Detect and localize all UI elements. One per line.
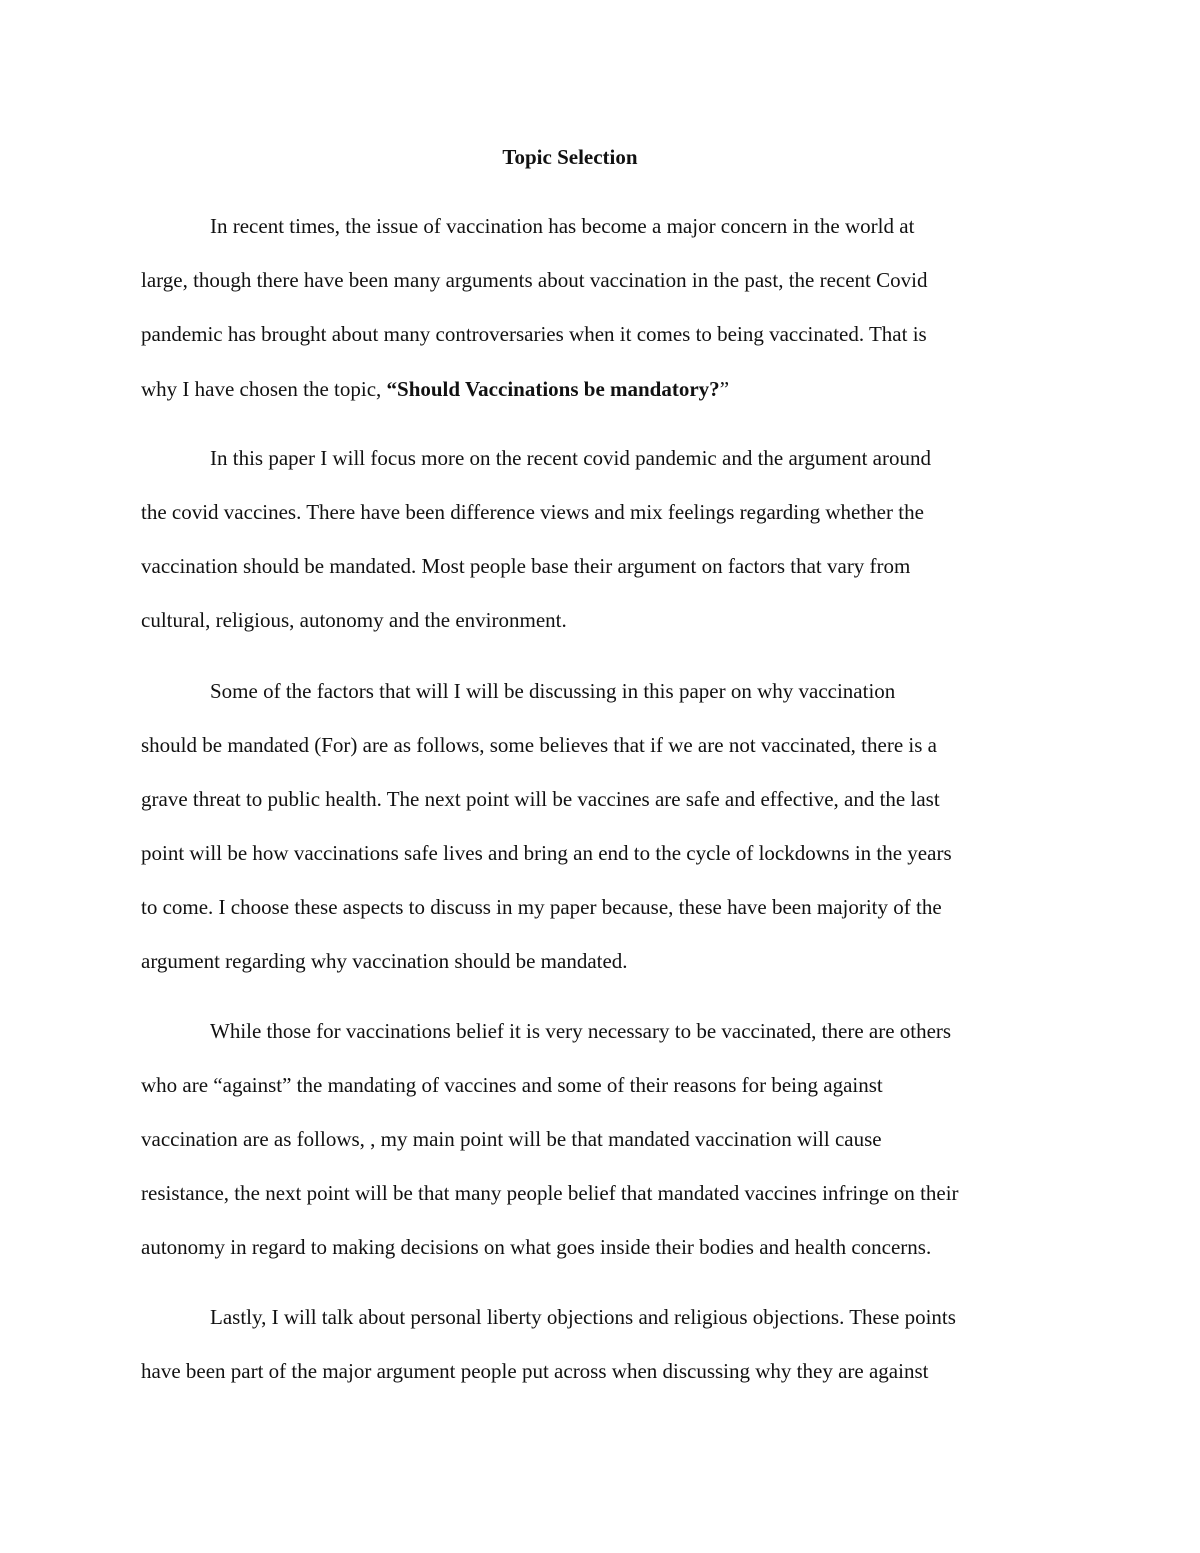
paragraph-2-line-2: the covid vaccines. There have been difference views and mix feelings regarding whether the [141, 500, 924, 524]
paragraph-5-line-2: have been part of the major argument people put across when discussing why they are against [141, 1359, 929, 1383]
document-title: Topic Selection [502, 145, 638, 169]
paragraph-3-line-5: to come. I choose these aspects to discuss in my paper because, these have been majority of the [141, 895, 942, 919]
topic-emphasis-close: ” [719, 377, 730, 401]
paragraph-3-line-4: point will be how vaccinations safe lives and bring an end to the cycle of lockdowns in the years [141, 841, 952, 865]
paragraph-1-line-2: large, though there have been many arguments about vaccination in the past, the recent Covid [141, 268, 928, 292]
paragraph-1-line-4 [141, 375, 729, 403]
paragraph-2-line-1: In this paper I will focus more on the recent covid pandemic and the argument around [210, 446, 931, 470]
paragraph-1-line-1: In recent times, the issue of vaccination has become a major concern in the world at [210, 214, 915, 238]
paragraph-3-line-3: grave threat to public health. The next point will be vaccines are safe and effective, and the last [141, 787, 940, 811]
paragraph-3-line-6: argument regarding why vaccination should be mandated. [141, 949, 628, 973]
paragraph-2-line-3: vaccination should be mandated. Most people base their argument on factors that vary from [141, 554, 911, 578]
paragraph-3-line-1: Some of the factors that will I will be discussing in this paper on why vaccination [210, 679, 896, 703]
paragraph-5-line-1: Lastly, I will talk about personal liberty objections and religious objections. These points [210, 1305, 956, 1329]
topic-emphasis: “Should Vaccinations be mandatory? [386, 377, 720, 401]
paragraph-4-line-1: While those for vaccinations belief it is very necessary to be vaccinated, there are others [210, 1019, 952, 1043]
paragraph-4-line-4: resistance, the next point will be that many people belief that mandated vaccines infringe on their [141, 1181, 959, 1205]
paragraph-4-line-3: vaccination are as follows, , my main point will be that mandated vaccination will cause [141, 1127, 882, 1151]
paragraph-1-line-3: pandemic has brought about many controversaries when it comes to being vaccinated. That is [141, 322, 927, 346]
paragraph-2-line-4: cultural, religious, autonomy and the environment. [141, 608, 567, 632]
paragraph-1-line-4-text: why I have chosen the topic, [141, 377, 387, 401]
paragraph-4-line-5: autonomy in regard to making decisions on what goes inside their bodies and health concerns. [141, 1235, 932, 1259]
paragraph-3-line-2: should be mandated (For) are as follows, some believes that if we are not vaccinated, there is a [141, 733, 937, 757]
paragraph-4-line-2: who are “against” the mandating of vaccines and some of their reasons for being against [141, 1073, 883, 1097]
